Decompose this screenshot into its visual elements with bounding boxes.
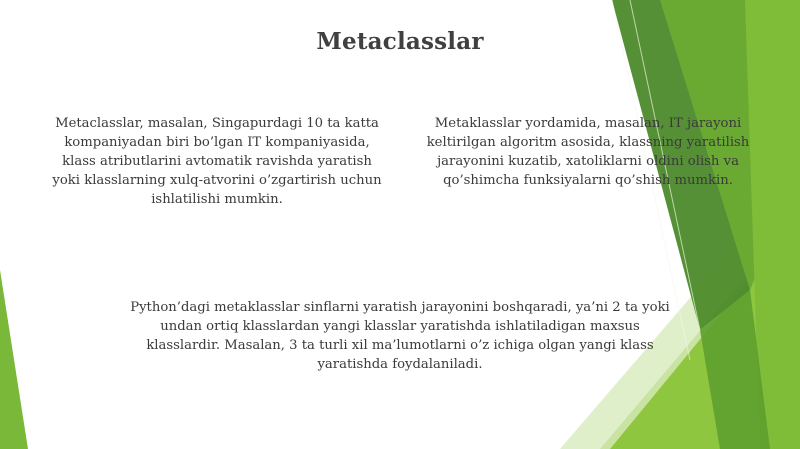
left-green-sliver	[0, 270, 28, 449]
right-paragraph-line-4: qo’shimcha funksiyalarni qo’shish mumkin.	[443, 173, 733, 188]
right-paragraph	[398, 114, 778, 190]
right-paragraph-line-3: jarayonini kuzatib, xatoliklarni oldini olish va	[437, 154, 739, 169]
slide-title: Metaclasslar	[316, 28, 484, 55]
bottom-paragraph: Python’dagi metaklasslar sinflarni yaratish jarayonini boshqaradi, ya’ni 2 ta yoki undan ortiq klasslardan yangi klasslar yaratishda ishlatiladigan maxsus klasslardir. Masalan, 3 ta turli xil ma’lumotlarni o’z ichiga olgan yangi klass yaratishda foydalaniladi.	[130, 300, 670, 372]
right-paragraph-line-1: Metaklasslar yordamida, masalan, IT jarayoni	[434, 116, 742, 131]
left-paragraph: Metaclasslar, masalan, Singapurdagi 10 ta katta kompaniyadan biri bo’lgan IT kompaniyasida, klass atributlarini avtomatik ravishda yaratish yoki klasslarning xulq-atvorini o’zgartirish uchun ishlatilishi mumkin.	[52, 116, 382, 207]
right-paragraph-line-2: keltirilgan algoritm asosida, klassning yaratilish	[426, 135, 750, 150]
